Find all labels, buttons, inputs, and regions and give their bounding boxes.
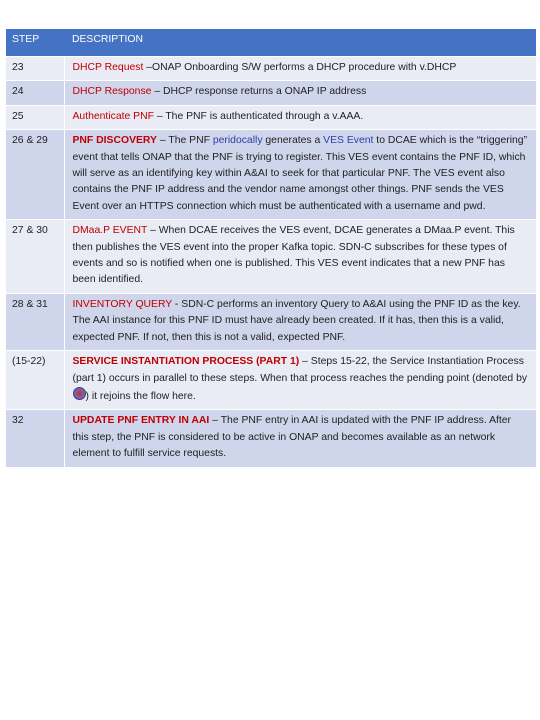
step-description: PNF DISCOVERY – The PNF peridocally generates a VES Event to DCAE which is the “triggering” event that tells ONAP that the PNF is trying to register. This VES event contains the PNF ID, which will serve as an identifying key within A&AI to seek for that particular PNF. The VES event also contains the PNF IP address and the vendor name amongst other things. PNF sends the VES Event over an HTTPS connection which must be authenticated with a username and pwd. (64, 130, 536, 220)
table-row (6, 81, 536, 105)
header-step: STEP (6, 29, 64, 57)
step-title: UPDATE PNF ENTRY IN AAI (72, 415, 210, 427)
step-title: INVENTORY QUERY (72, 298, 173, 310)
step-number: 27 & 30 (6, 220, 64, 294)
step-title: DHCP Response (72, 86, 152, 98)
step-description: INVENTORY QUERY - SDN-C performs an inventory Query to A&AI using the PNF ID as the key. The AAI instance for this PNF ID must have already been created. If it has, then this is a valid, expected PNF. If not, then this is not a valid, expected PNF. (64, 293, 536, 350)
header-description: DESCRIPTION (64, 29, 536, 57)
table-row (6, 220, 536, 294)
table-row (6, 105, 536, 129)
step-number: 32 (6, 410, 64, 467)
table-row (6, 57, 536, 81)
steps-table (6, 29, 536, 468)
step-title: PNF DISCOVERY (72, 135, 157, 147)
step-number: 28 & 31 (6, 293, 64, 350)
step-description: DMaa.P EVENT – When DCAE receives the VES event, DCAE generates a DMaa.P event. This then publishes the VES event into the proper Kafka topic. SDN-C subscribes for these types of events and so is notified when one is published. This VES event indicates that a new PNF has been identified. (64, 220, 536, 294)
highlight-term: peridocally (212, 135, 263, 147)
step-description: Authenticate PNF – The PNF is authenticated through a v.AAA. (64, 105, 536, 129)
table-header-row (6, 29, 536, 57)
step-title: DMaa.P EVENT (72, 225, 148, 237)
step-number: (15-22) (6, 351, 64, 410)
step-description: DHCP Response – DHCP response returns a ONAP IP address (64, 81, 536, 105)
step-title: Authenticate PNF (72, 110, 154, 122)
table-row (6, 351, 536, 410)
step-number: 24 (6, 81, 64, 105)
step-number: 25 (6, 105, 64, 129)
table-row (6, 410, 536, 467)
table-row (6, 293, 536, 350)
step-description: SERVICE INSTANTIATION PROCESS (PART 1) – Steps 15-22, the Service Instantiation Process (part 1) occurs in parallel to these steps. When that process reaches the pending point (denoted by ) it rejoins the flow here. (64, 351, 536, 410)
step-description: DHCP Request –ONAP Onboarding S/W performs a DHCP procedure with v.DHCP (64, 57, 536, 81)
highlight-term: VES Event (323, 135, 374, 147)
step-description: UPDATE PNF ENTRY IN AAI – The PNF entry in AAI is updated with the PNF IP address. After this step, the PNF is considered to be active in ONAP and becomes available as an network element to fulfill service requests. (64, 410, 536, 467)
step-number: 23 (6, 57, 64, 81)
step-title: DHCP Request (72, 62, 144, 73)
table-row (6, 130, 536, 220)
step-number: 26 & 29 (6, 130, 64, 220)
step-title: SERVICE INSTANTIATION PROCESS (PART 1) (72, 356, 300, 368)
pending-point-marker-icon (73, 387, 86, 400)
